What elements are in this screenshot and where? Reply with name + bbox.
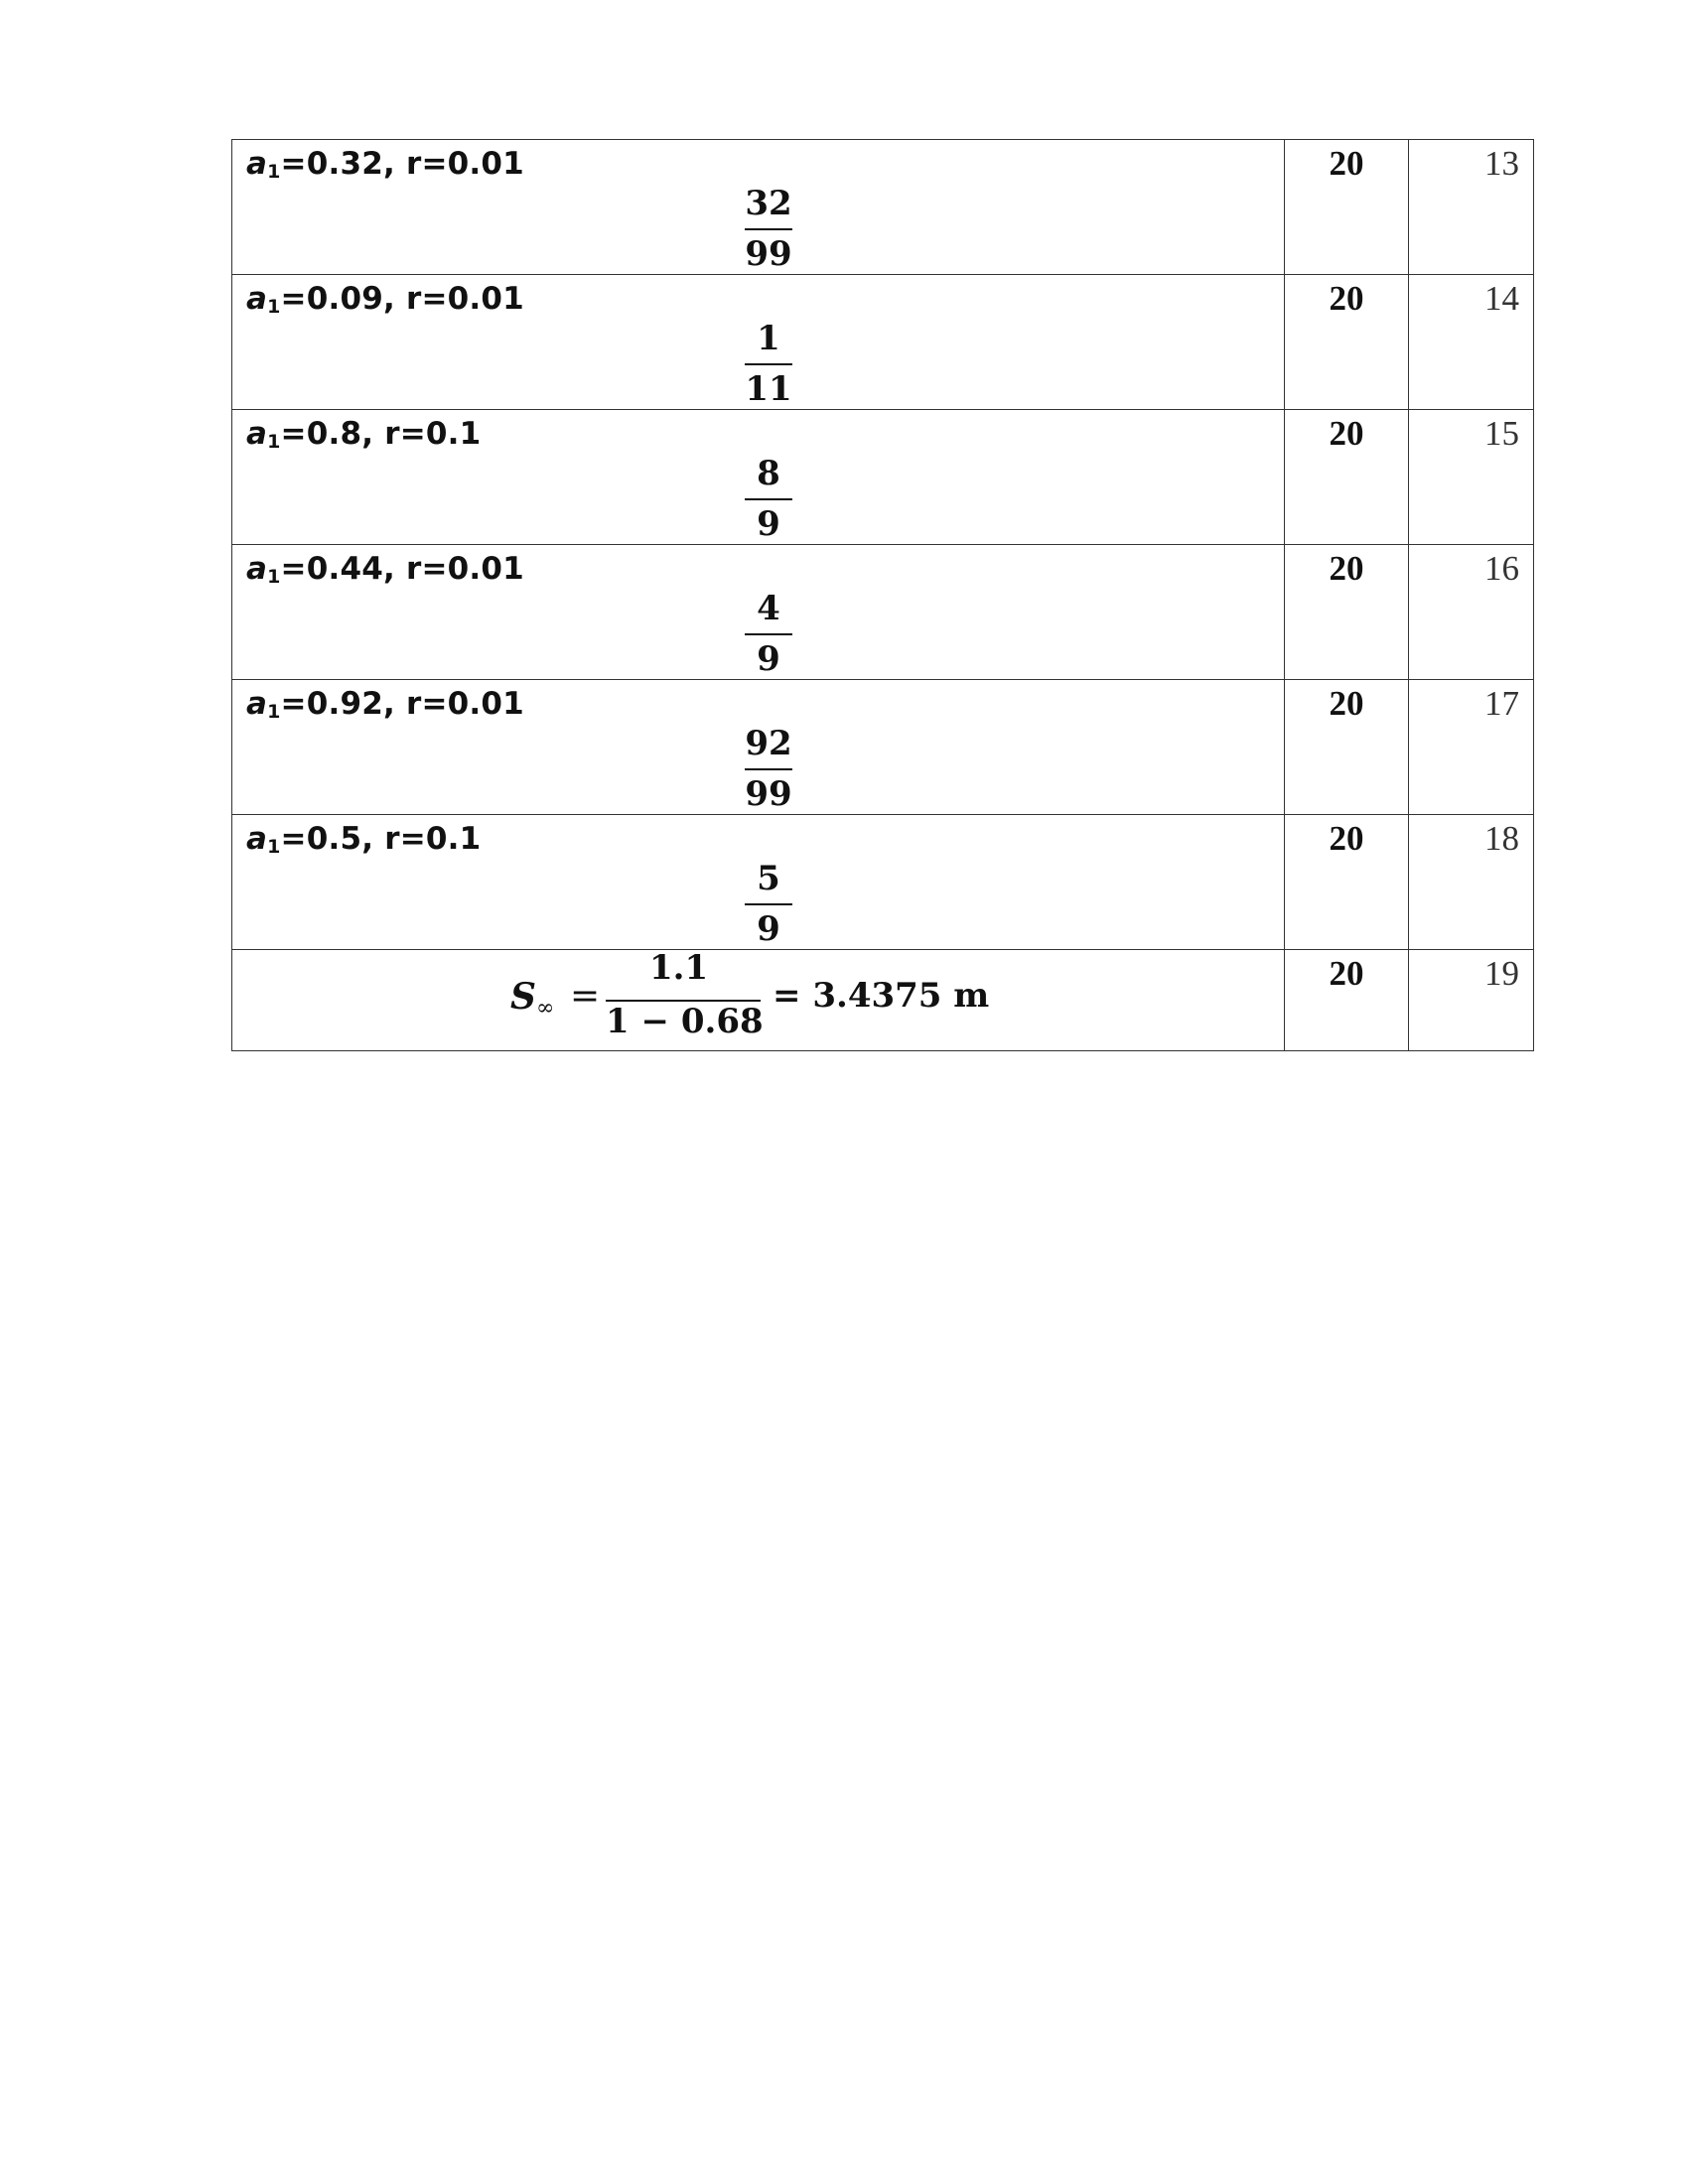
fraction-denominator: 11 xyxy=(745,369,792,409)
fraction-denominator: 9 xyxy=(757,909,780,949)
fraction-denominator: 99 xyxy=(745,774,792,814)
fraction xyxy=(739,182,798,276)
marks-cell: 20 xyxy=(1285,275,1409,410)
table-row xyxy=(232,140,1534,275)
answer-cell xyxy=(232,140,1285,275)
answer-cell xyxy=(232,545,1285,680)
fraction-denominator: 9 xyxy=(757,639,780,679)
fraction xyxy=(739,857,798,951)
fraction-bar xyxy=(745,228,792,230)
fraction-numerator: 5 xyxy=(757,859,780,898)
fraction-numerator: 4 xyxy=(757,589,780,628)
fraction-bar xyxy=(745,633,792,635)
answer-cell xyxy=(232,680,1285,815)
question-number-cell: 16 xyxy=(1409,545,1534,680)
formula-cell xyxy=(232,950,1285,1051)
table-row xyxy=(232,680,1534,815)
fraction xyxy=(739,587,798,681)
fraction xyxy=(739,452,798,546)
fraction xyxy=(739,722,798,816)
table-row xyxy=(232,410,1534,545)
answer-table xyxy=(231,139,1534,1051)
fraction-bar xyxy=(745,363,792,365)
formula-lhs: $S_\infty$ xyxy=(510,976,555,1021)
condition-text: $a_1=0.92$, r=0.01 xyxy=(246,686,524,723)
answer-cell xyxy=(232,410,1285,545)
marks-cell: 20 xyxy=(1285,140,1409,275)
question-number-cell: 15 xyxy=(1409,410,1534,545)
fraction xyxy=(739,317,798,411)
fraction-numerator: 32 xyxy=(745,184,792,223)
marks-cell: 20 xyxy=(1285,680,1409,815)
question-number-cell: 14 xyxy=(1409,275,1534,410)
formula-denominator: 1 − 0.68 xyxy=(606,1002,764,1041)
formula-numerator: 1.1 xyxy=(649,948,709,988)
table-row xyxy=(232,815,1534,950)
sum-formula xyxy=(510,950,1066,1051)
table-row-formula xyxy=(232,950,1534,1051)
formula-result: = 3.4375 m xyxy=(773,976,990,1016)
formula-equals: = xyxy=(570,976,601,1017)
fraction-denominator: 9 xyxy=(757,504,780,544)
fraction-bar xyxy=(745,768,792,770)
table-row xyxy=(232,545,1534,680)
condition-text: $a_1=0.5$, r=0.1 xyxy=(246,821,482,858)
answer-cell xyxy=(232,815,1285,950)
marks-cell: 20 xyxy=(1285,410,1409,545)
table-row xyxy=(232,275,1534,410)
answer-cell xyxy=(232,275,1285,410)
condition-text: $a_1=0.44$, r=0.01 xyxy=(246,551,524,588)
fraction-numerator: 92 xyxy=(745,724,792,763)
condition-text: $a_1=0.09$, r=0.01 xyxy=(246,281,524,318)
question-number-cell: 19 xyxy=(1409,950,1534,1051)
fraction-numerator: 8 xyxy=(757,454,780,493)
question-number-cell: 13 xyxy=(1409,140,1534,275)
condition-text: $a_1=0.32$, r=0.01 xyxy=(246,146,524,183)
fraction-numerator: 1 xyxy=(757,319,780,358)
fraction-denominator: 99 xyxy=(745,234,792,274)
question-number-cell: 17 xyxy=(1409,680,1534,815)
fraction-bar xyxy=(745,498,792,500)
condition-text: $a_1=0.8$, r=0.1 xyxy=(246,416,482,453)
fraction-bar xyxy=(745,903,792,905)
question-number-cell: 18 xyxy=(1409,815,1534,950)
marks-cell: 20 xyxy=(1285,545,1409,680)
marks-cell: 20 xyxy=(1285,950,1409,1051)
marks-cell: 20 xyxy=(1285,815,1409,950)
